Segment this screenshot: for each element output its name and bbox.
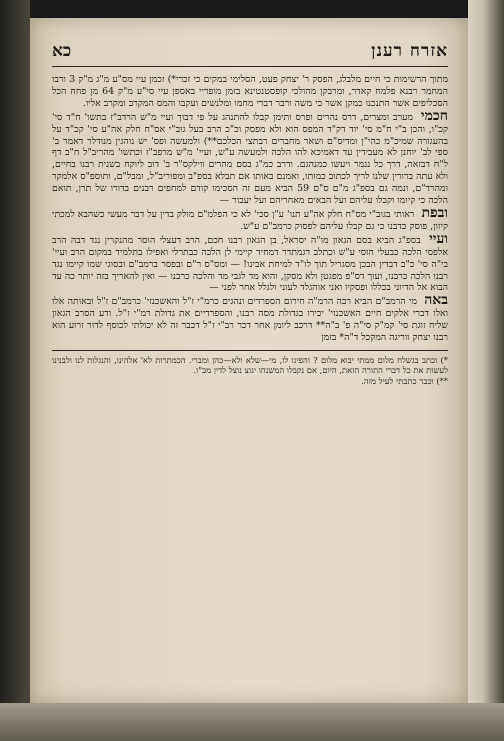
footnote-1: *) וכתב בגשלח מלום ממתי יבוא מלום ? והפיגו לו, מי—שלא ולא—כהן ומברי. הכמתרות לא' אלהינו, והנגלות לנו ולבנינו לעשות את כל דברי התורה הזאת, היום, אם נקבלו המשנהו יגוצ נוצל לדין מכ"ו. — [52, 354, 448, 376]
book-binding-left — [0, 0, 30, 741]
book-cover-bottom-edge — [0, 703, 504, 741]
paragraph-text: בספ"ג הביא בסם הגאון מו"ה יסראל, בן הגאון רבנו חכם, הרב דעצלי הוסר מהנקרין נגד דבה הרב אלפסי הלכה כבעלי הוסי ע"ש וכתלב דגמתדר דמחיד קיימי לן הלכה כבתרלי ואפילו בתלמיד במקום הרב ועיי' בי"ה סי' כ"ב דבדין הבכן מסגריל תוך לו"ד למיחת אבינו! — ומס"ס ר"ם ובפסר ברמב"ם ובסוגי שמו קיימו נגד רבנו הלכה כרבנו, ועוך דס"פ מפגטן ולא מסקן, והוא מד לגבי מד והלכה כרבנו — ואין להאריך בזה יותר כה עד הבוא אל הדיוני בכללו ופסקיו ואני אוהגלד לעוני ולגלל אחר לפני — — [52, 234, 448, 294]
paragraph-lead-word: ועיי — [429, 230, 448, 247]
book-cover-top-edge — [0, 0, 504, 18]
paragraph-lead-word: ובפת — [421, 204, 448, 221]
book-page-edges-right — [468, 0, 504, 741]
page-body — [52, 74, 448, 686]
paragraph-text: ראותי בגוב"י מס"ח חלק אה"ע תנו' ע"ן סכי' לא כי הפלמ"ם מולק בדין על דבר מעשי כשהבא למכתי קיזון, פוסק כדבנו כי גם קבלו עליהם לפסוק כרמב"ם ע"ש. — [52, 208, 448, 232]
paragraph-explanation — [52, 292, 448, 344]
footnote-divider — [52, 350, 448, 351]
page-number: כא — [52, 41, 72, 61]
paragraph-lead-word: חכמי — [420, 107, 448, 124]
paragraph-intro — [52, 74, 448, 110]
footnote-2: **) וכבר כתבתי לעיל מזה. — [361, 375, 448, 386]
book-page — [30, 18, 468, 703]
paragraph-text: מי הרמב"ם הביא רבה הרמ"ה חירום הספרדים ונהגים כרמ"י ז"ל והאשכנזי' כרמב"ם ז"ל ובאותה אלו ואלו דברי אלקים חיים האשכנזי' יכירו בגדולת מסה רבנו, והספרדיים את גדולת רמ"י ז"ל. ודע הסרב הגאון שליח זוגת סי' קמ"ק סי"ה פ' ב"ה** דרכב ליומן אחר דכר רב"י ז"ל דכבר זה לא יכולתי לכוסף לדור זרוע הוא רבנו יצחק ווריגה המקכל ד"ה* בזמן — [52, 296, 448, 344]
paragraph-text: מערב ומצרים, דרס נהרים ופרס ותימן קבלו להתנהג על פי דבוך ועיי מ"ש הרדב"ז בתשו' ח"ד סי' קכ"ו, והכן ב"י ח"מ סי' יוד דק"ד המפס הוא ולא מפסק וכ"כ הרב בעל גוב"י אס"ח חלק אה"ע סי' קכ"ד על בהעגורה שמיכ"מ כהי"ן ומדיס"ם ושאר מחברים רבתצי הכלכם**) ולמעשה ופס' יש נוהגין מנודלר דאמר ב' ספי לב' יוחנן לא מעבידין עד דאמיכא להו הלכה ולמעשה ע"ש, ועיי' מ"ש מרפב"ז וכתשו' מהריב"ל ח"ב דף ל"ח דבזאה, דרך כל נגמר ויעשו כמנהגם. ודרב כמ"ג בסם מהרים ווילקס"ר ב' דוב ליוקח בשנית רבנו בחיים, ולא עתה ברורין שלנו לריך לכתוב כמותו, ואמנם באותו אם תבלא בספ"ב ומפוריב"ל, ומבל"ם, ותוספ"ס אלמקר ומהרד"ם, ונמה גם בספ"ג מ"ם ס"ם 59 הביא מעם זה הסכימו קודם למחפים רבנים בדורו של תרן, תואם הלכה כי קיומו וקבלו עליהם ועל הבאים מאחריהם ועל יעבור — — [52, 111, 448, 207]
paragraph-text: מתוך הרשימות כי חיים מלבלג, הפסק ר' יצחק פעט, הסלימי במקים כי זכרי*) זכמן עיי מס"ע מ"ג מ"ק 3 ורבו המחמר רבנא פלמח קאדר, ומרבקן מהולכי קופסטנטינא בזמן מופריי באספן עיי סי"ע מ"ק 64 מן פחח הכל הסכליפים אשר התנכנו כמקן אשר כי משה ורבר דברי מחמו ומלנשים ועקבו והמס המקרב ומקרב אליו. — [52, 74, 448, 109]
running-title: אזרח רענן — [371, 41, 448, 61]
running-header — [52, 36, 448, 67]
paragraph-and-so — [52, 204, 448, 233]
paragraph-lead-word: באה — [424, 292, 448, 309]
paragraph-see — [52, 230, 448, 295]
footnotes — [52, 355, 448, 386]
paragraph-sages — [52, 107, 448, 207]
